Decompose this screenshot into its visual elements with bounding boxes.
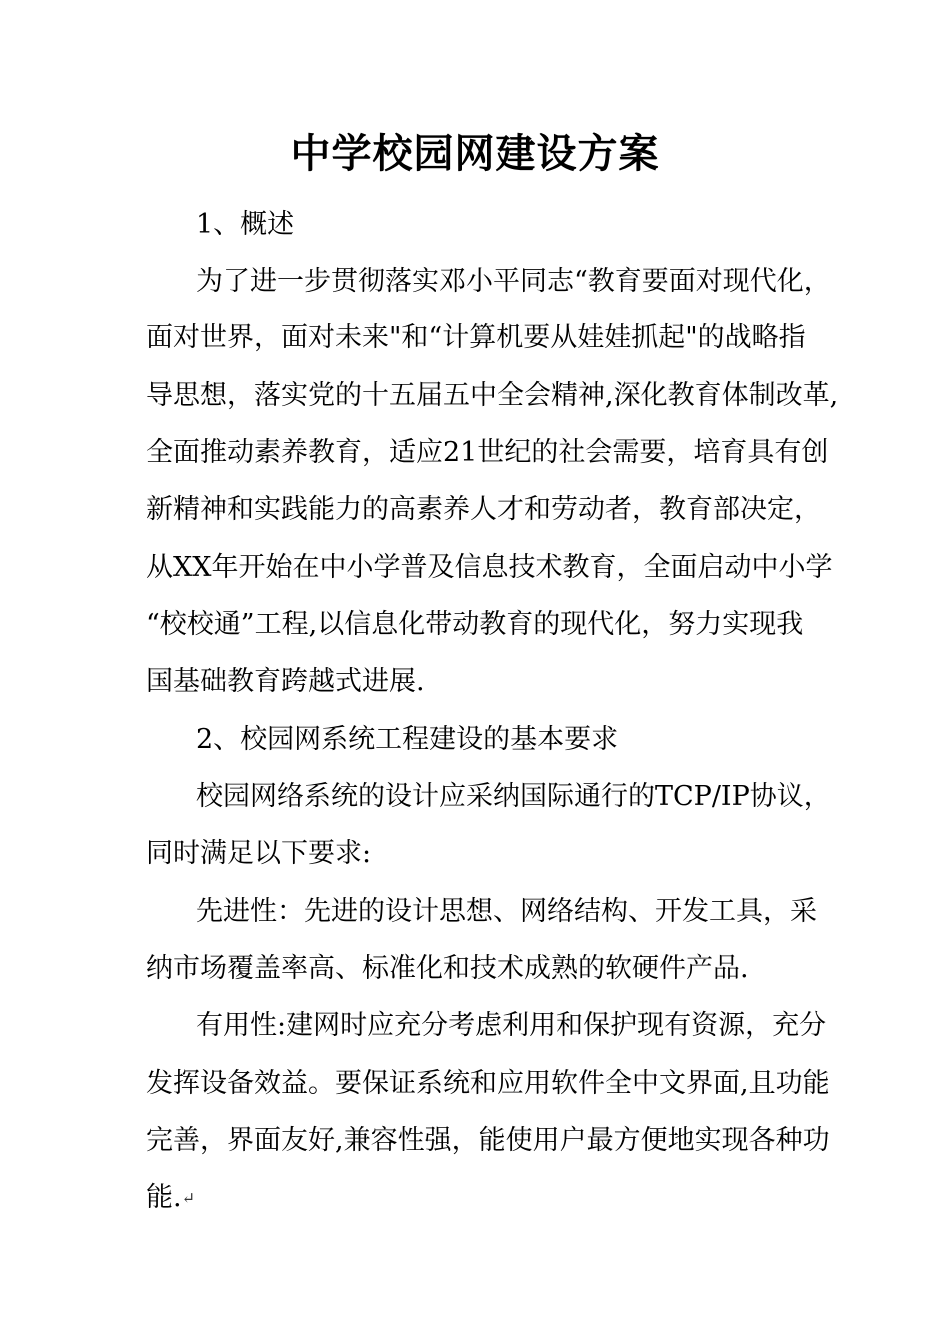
paragraph-line: 先进性：先进的设计思想、网络结构、开发工具，采 — [196, 896, 817, 927]
section-heading-requirements: 2、校园网系统工程建设的基本要求 — [196, 724, 619, 755]
paragraph-line: 导思想，落实党的十五届五中全会精神,深化教育体制改革, — [146, 380, 839, 411]
document-title: 中学校园网建设方案 — [290, 131, 660, 177]
paragraph-line-last — [146, 1178, 826, 1219]
paragraph-line: 新精神和实践能力的高素养人才和劳动者，教育部决定， — [146, 494, 821, 525]
paragraph-line: 完善，界面友好,兼容性强，能使用户最方便地实现各种功 — [146, 1125, 830, 1156]
paragraph-line: 为了进一步贯彻落实邓小平同志“教育要面对现代化， — [196, 266, 831, 297]
paragraph-line-text: 能. — [146, 1182, 182, 1213]
paragraph-line: 同时满足以下要求: — [146, 838, 372, 869]
paragraph-line: 校园网络系统的设计应采纳国际通行的TCP/IP协议， — [196, 781, 831, 812]
paragraph-line: 面对世界，面对未来"和“计算机要从娃娃抓起"的战略指 — [146, 322, 806, 353]
paragraph-line: 国基础教育跨越式进展. — [146, 666, 425, 697]
section-heading-overview: 1、概述 — [196, 209, 295, 240]
paragraph-line: 全面推动素养教育，适应21世纪的社会需要，培育具有创 — [146, 437, 829, 468]
paragraph-line: 纳市场覆盖率高、标准化和技术成熟的软硬件产品. — [146, 953, 749, 984]
paragraph-line: 有用性:建网时应充分考虑利用和保护现有资源，充分 — [196, 1010, 827, 1041]
paragraph-line: 从XX年开始在中小学普及信息技术教育，全面启动中小学 — [146, 552, 833, 583]
paragraph-line: “校校通”工程,以信息化带动教育的现代化，努力实现我 — [146, 609, 804, 640]
paragraph-line: 发挥设备效益。要保证系统和应用软件全中文界面,且功能 — [146, 1068, 830, 1099]
paragraph-mark-icon: ↵ — [181, 1188, 195, 1208]
